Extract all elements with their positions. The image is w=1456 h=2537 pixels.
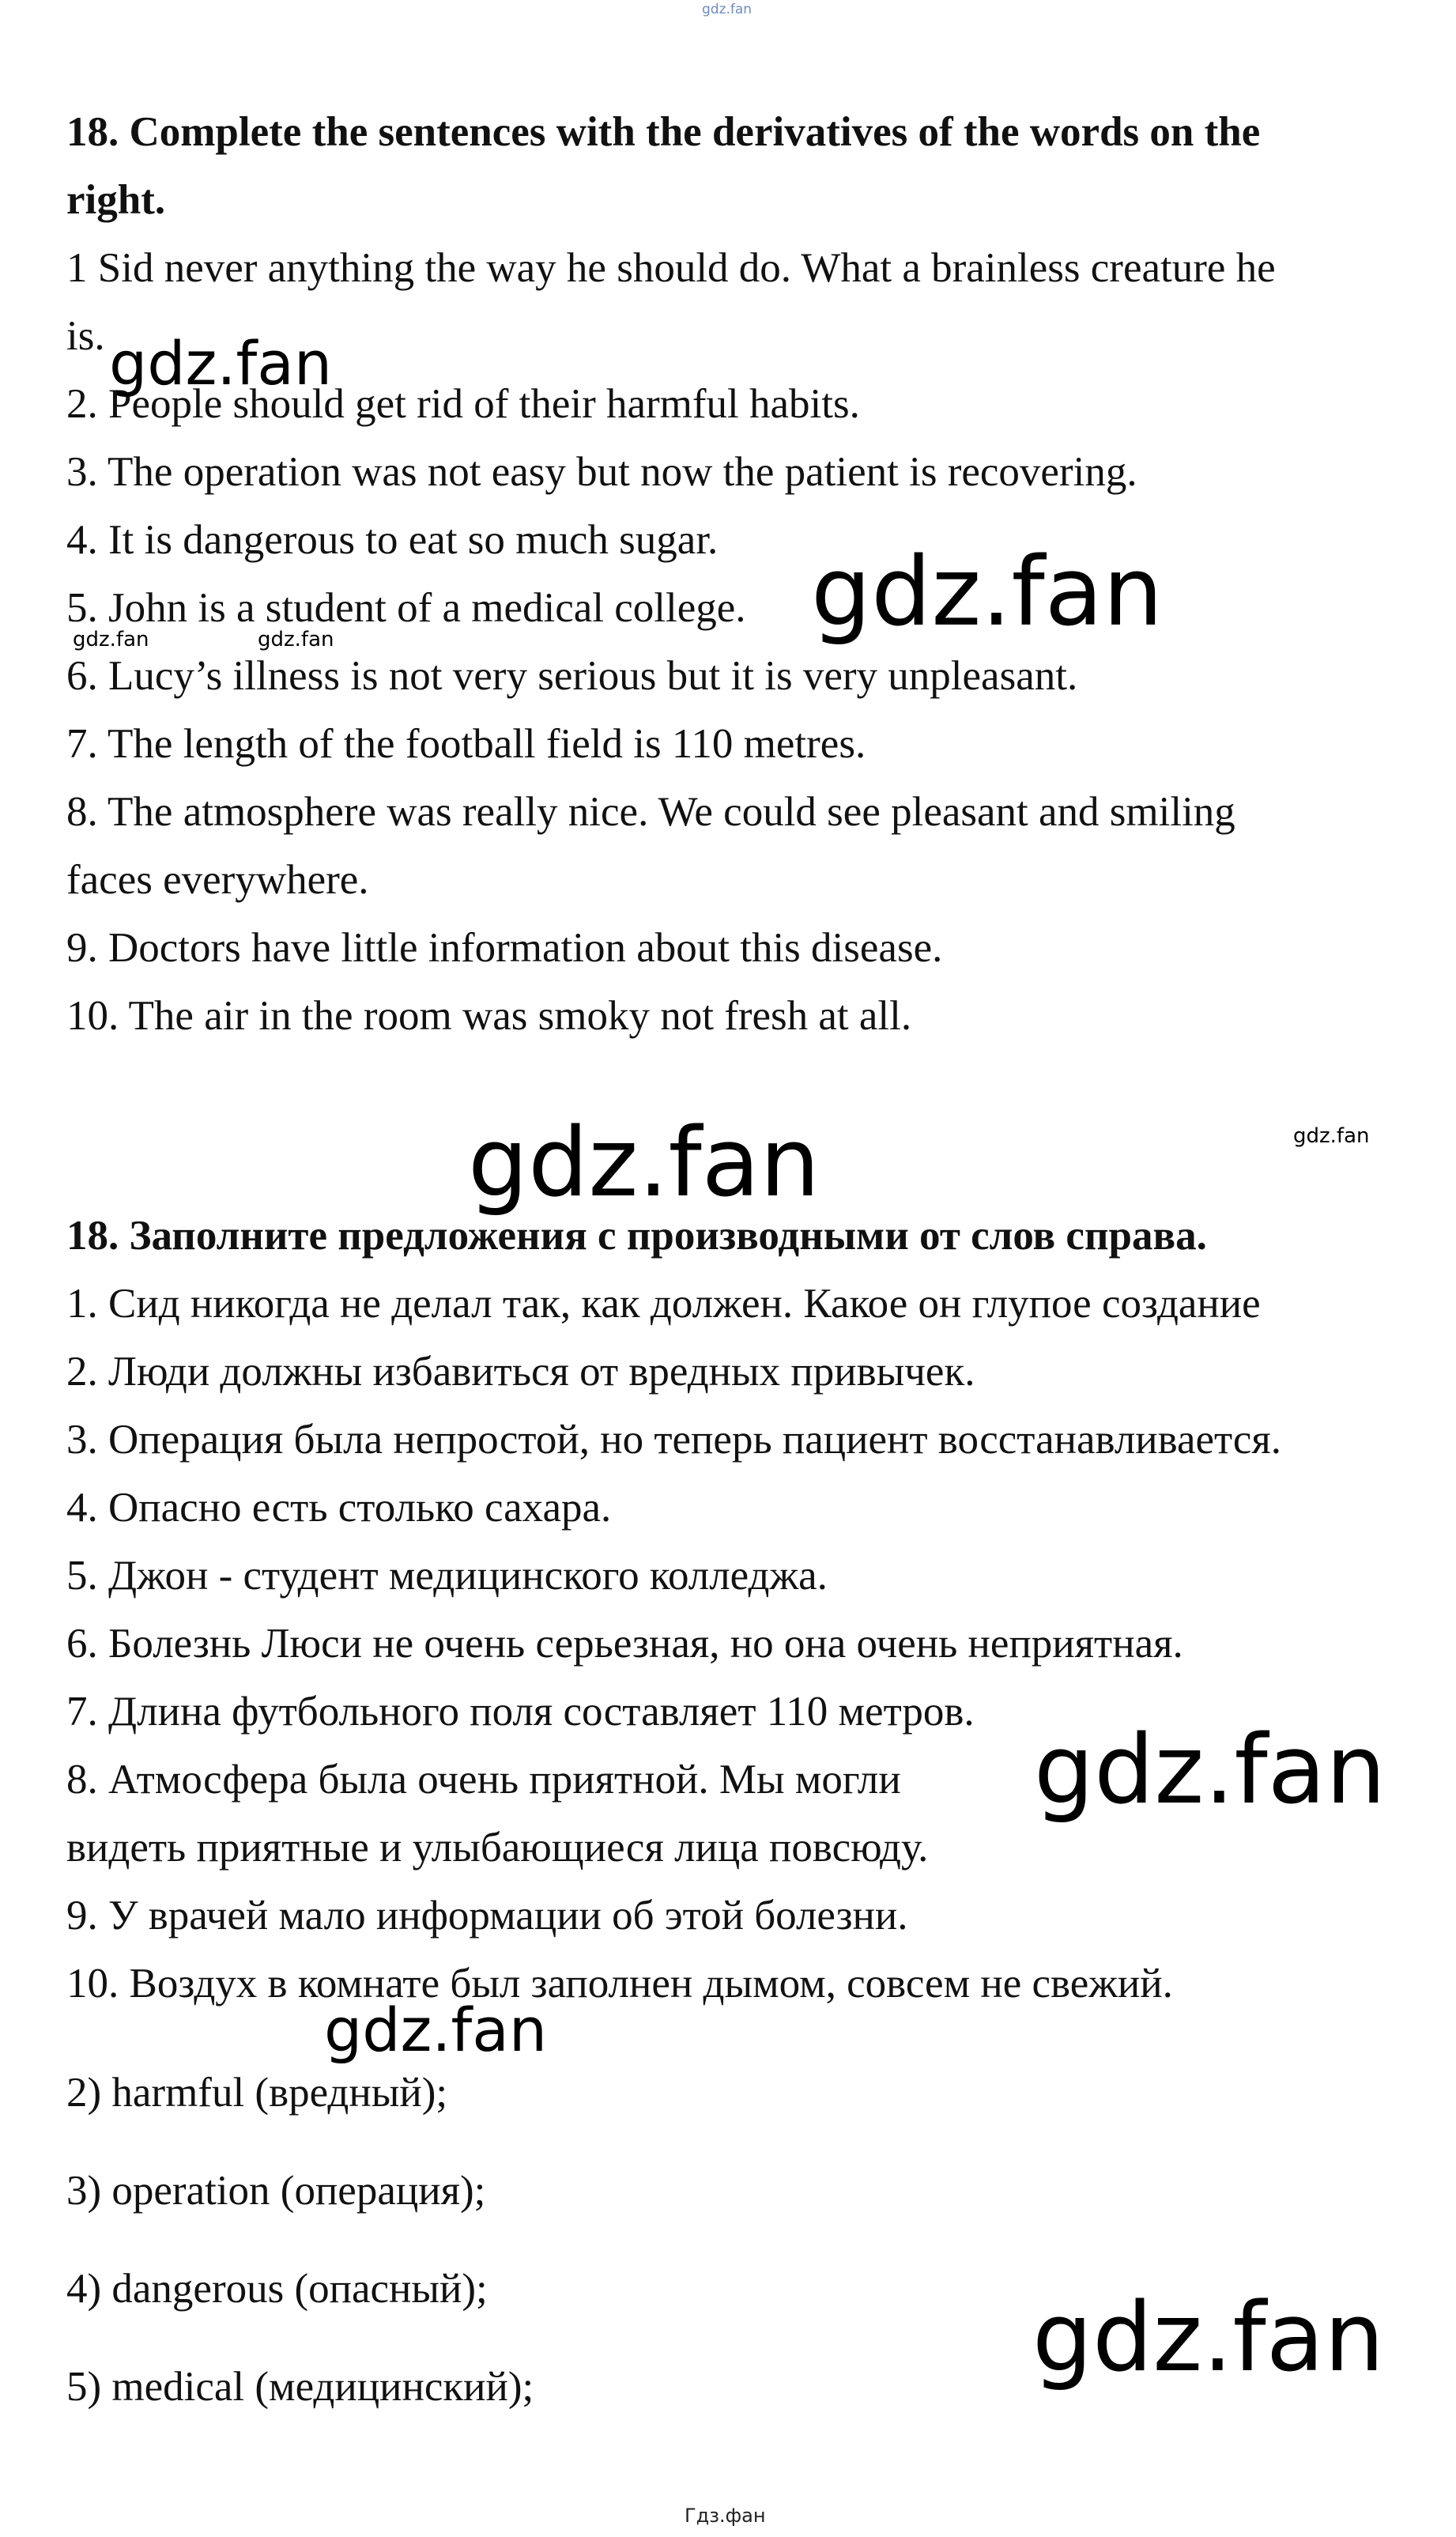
russian-sentence-8a: 8. Атмосфера была очень приятной. Мы могли <box>66 1757 901 1803</box>
russian-sentence-3: 3. Операция была непростой, но теперь пациент восстанавливается. <box>66 1417 1281 1463</box>
russian-sentence-9: 9. У врачей мало информации об этой болезни. <box>66 1893 908 1939</box>
english-sentence-9: 9. Doctors have little information about this disease. <box>66 925 943 971</box>
english-sentence-1b: is. <box>66 313 105 359</box>
english-sentence-8a: 8. The atmosphere was really nice. We could see pleasant and smiling <box>66 789 1235 835</box>
russian-sentence-2: 2. Люди должны избавиться от вредных привычек. <box>66 1349 975 1395</box>
answer-5: 5) medical (медицинский); <box>66 2364 534 2410</box>
answer-3: 3) operation (операция); <box>66 2168 486 2214</box>
english-sentence-5: 5. John is a student of a medical college. <box>66 585 746 631</box>
english-sentence-7: 7. The length of the football field is 110 metres. <box>66 721 866 767</box>
english-heading-line-2: right. <box>66 177 166 223</box>
english-sentence-6: 6. Lucy’s illness is not very serious but it is very unpleasant. <box>66 653 1078 699</box>
watermark-4: gdz.fan <box>258 628 334 651</box>
english-heading-line-1: 18. Complete the sentences with the derivatives of the words on the <box>66 109 1261 155</box>
english-sentence-3: 3. The operation was not easy but now the patient is recovering. <box>66 449 1137 495</box>
watermark-7: gdz.fan <box>1034 1716 1386 1825</box>
english-sentence-1a: 1 Sid never anything the way he should do. What a brainless creature he <box>66 245 1276 291</box>
russian-sentence-7: 7. Длина футбольного поля составляет 110 метров. <box>66 1689 975 1735</box>
watermark-1: gdz.fan <box>109 328 333 398</box>
footer-watermark: Гдз.фан <box>685 2505 766 2527</box>
watermark-2: gdz.fan <box>811 538 1164 647</box>
russian-sentence-8b: видеть приятные и улыбающиеся лица повсюду. <box>66 1825 929 1871</box>
russian-sentence-5: 5. Джон - студент медицинского колледжа. <box>66 1553 828 1599</box>
russian-sentence-10: 10. Воздух в комнате был заполнен дымом, совсем не свежий. <box>66 1961 1173 2007</box>
watermark-8: gdz.fan <box>324 1995 548 2065</box>
watermark-9: gdz.fan <box>1032 2283 1385 2393</box>
russian-sentence-4: 4. Опасно есть столько сахара. <box>66 1485 612 1531</box>
russian-sentence-6: 6. Болезнь Люси не очень серьезная, но она очень неприятная. <box>66 1621 1183 1667</box>
answer-4: 4) dangerous (опасный); <box>66 2266 488 2312</box>
russian-sentence-1: 1. Сид никогда не делал так, как должен. Какое он глупое создание <box>66 1281 1261 1327</box>
english-sentence-8b: faces everywhere. <box>66 857 369 903</box>
russian-heading: 18. Заполните предложения с производными от слов справа. <box>66 1213 1207 1259</box>
watermark-6: gdz.fan <box>468 1108 820 1218</box>
watermark-5: gdz.fan <box>1293 1124 1370 1148</box>
watermark-3: gdz.fan <box>73 628 149 651</box>
english-sentence-2: 2. People should get rid of their harmful habits. <box>66 381 860 427</box>
top-watermark: gdz.fan <box>702 2 753 17</box>
english-sentence-10: 10. The air in the room was smoky not fresh at all. <box>66 993 912 1039</box>
answer-2: 2) harmful (вредный); <box>66 2070 448 2116</box>
english-sentence-4: 4. It is dangerous to eat so much sugar. <box>66 517 719 563</box>
